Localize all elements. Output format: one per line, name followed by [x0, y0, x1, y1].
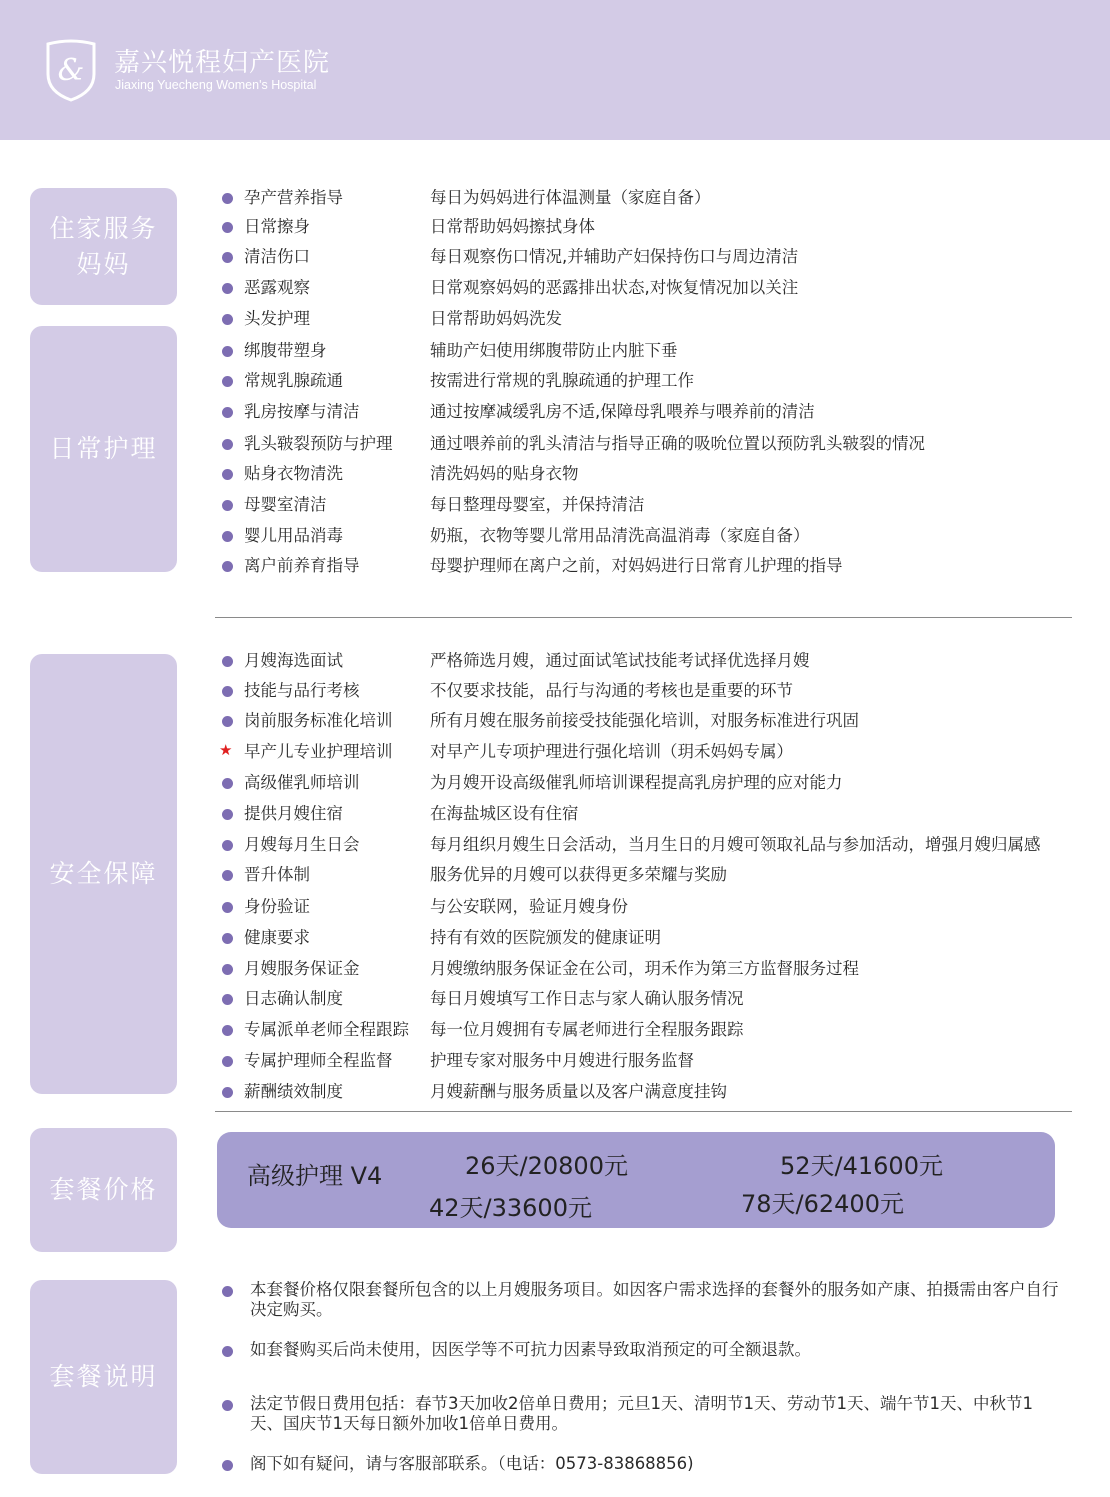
bullet-icon: [222, 870, 233, 881]
price-option: 52天/41600元: [780, 1152, 943, 1180]
svg-text:&: &: [57, 53, 85, 88]
bullet-icon: [222, 840, 233, 851]
bullet-icon: [222, 561, 233, 572]
item-desc: 每月组织月嫂生日会活动，当月生日的月嫂可领取礼品与参加活动，增强月嫂归属感: [430, 835, 1041, 854]
header-banner: [0, 0, 1110, 140]
list-item: [0, 555, 1110, 579]
bullet-icon: [222, 716, 233, 727]
package-name: 高级护理 V4: [247, 1162, 383, 1190]
list-item: [0, 834, 1110, 858]
item-desc: 月嫂薪酬与服务质量以及客户满意度挂钩: [430, 1082, 727, 1101]
item-desc: 持有有效的医院颁发的健康证明: [430, 928, 661, 947]
item-name: 月嫂服务保证金: [244, 959, 360, 978]
item-name: 恶露观察: [244, 278, 310, 297]
bullet-icon: [222, 314, 233, 325]
price-option: 78天/62400元: [741, 1190, 904, 1218]
item-desc: 护理专家对服务中月嫂进行服务监督: [430, 1051, 694, 1070]
bullet-icon: [222, 964, 233, 975]
item-name: 乳房按摩与清洁: [244, 402, 360, 421]
hospital-logo-icon: [44, 38, 98, 102]
section-notes: [30, 1280, 177, 1474]
item-desc: 不仅要求技能，品行与沟通的考核也是重要的环节: [430, 681, 793, 700]
item-name: 绑腹带塑身: [244, 341, 327, 360]
item-desc: 与公安联网，验证月嫂身份: [430, 897, 628, 916]
item-desc: 所有月嫂在服务前接受技能强化培训，对服务标准进行巩固: [430, 711, 859, 730]
bullet-icon: [222, 1460, 233, 1471]
item-desc: 为月嫂开设高级催乳师培训课程提高乳房护理的应对能力: [430, 773, 843, 792]
item-desc: 清洗妈妈的贴身衣物: [430, 464, 579, 483]
list-item: [0, 896, 1110, 920]
item-name: 乳头皲裂预防与护理: [244, 434, 393, 453]
bullet-icon: [222, 407, 233, 418]
divider: [215, 1111, 1072, 1112]
item-desc: 在海盐城区设有住宿: [430, 804, 579, 823]
bullet-icon: [222, 686, 233, 697]
bullet-icon: [222, 439, 233, 450]
item-desc: 每日为妈妈进行体温测量（家庭自备）: [430, 188, 711, 207]
item-desc: 对早产儿专项护理进行强化培训（玥禾妈妈专属）: [430, 742, 793, 761]
bullet-icon: [222, 252, 233, 263]
bullet-icon: [222, 346, 233, 357]
list-item: [0, 494, 1110, 518]
item-desc: 每日观察伤口情况,并辅助产妇保持伤口与周边清洁: [430, 247, 799, 266]
bullet-icon: [222, 469, 233, 480]
item-name: 技能与品行考核: [244, 681, 360, 700]
price-box: [217, 1132, 1055, 1228]
list-item: [0, 772, 1110, 796]
item-name: 贴身衣物清洗: [244, 464, 343, 483]
bullet-icon: [222, 1286, 233, 1297]
item-name: 身份验证: [244, 897, 310, 916]
note-text: 本套餐价格仅限套餐所包含的以上月嫂服务项目。如因客户需求选择的套餐外的服务如产康、拍摄需由客户自行决定购买。: [250, 1280, 1059, 1319]
item-desc: 日常帮助妈妈洗发: [430, 309, 562, 328]
bullet-icon: [222, 809, 233, 820]
bullet-icon: [222, 1087, 233, 1098]
list-item: [0, 1081, 1110, 1105]
bullet-icon: [222, 283, 233, 294]
bullet-icon: [222, 376, 233, 387]
item-desc: 每日整理母婴室，并保持清洁: [430, 495, 645, 514]
item-name: 头发护理: [244, 309, 310, 328]
bullet-icon: [222, 1056, 233, 1067]
item-name: 专属派单老师全程跟踪: [244, 1020, 409, 1039]
item-name: 专属护理师全程监督: [244, 1051, 393, 1070]
list-item: [0, 433, 1110, 457]
item-name: 早产儿专业护理培训: [244, 742, 393, 761]
list-item: [0, 187, 1110, 211]
bullet-icon: [222, 933, 233, 944]
item-name: 提供月嫂住宿: [244, 804, 343, 823]
section-notes-label: 套餐说明: [49, 1362, 158, 1391]
item-desc: 母婴护理师在离户之前，对妈妈进行日常育儿护理的指导: [430, 556, 843, 575]
item-desc: 严格筛选月嫂，通过面试笔试技能考试择优选择月嫂: [430, 651, 810, 670]
list-item: [0, 927, 1110, 951]
note-text: 法定节假日费用包括：春节3天加收2倍单日费用；元旦1天、清明节1天、劳动节1天、端午节1天、中秋节1天、国庆节1天每日额外加收1倍单日费用。: [250, 1394, 1033, 1433]
list-item: [0, 216, 1110, 240]
star-icon: ★: [219, 741, 233, 759]
item-desc: 通过按摩减缓乳房不适,保障母乳喂养与喂养前的清洁: [430, 402, 815, 421]
item-name: 月嫂海选面试: [244, 651, 343, 670]
item-desc: 日常观察妈妈的恶露排出状态,对恢复情况加以关注: [430, 278, 799, 297]
note-text: 如套餐购买后尚未使用，因医学等不可抗力因素导致取消预定的可全额退款。: [250, 1340, 811, 1359]
item-desc: 月嫂缴纳服务保证金在公司，玥禾作为第三方监督服务过程: [430, 959, 859, 978]
hospital-name-en: Jiaxing Yuecheng Women's Hospital: [115, 78, 317, 92]
bullet-icon: [222, 994, 233, 1005]
item-name: 岗前服务标准化培训: [244, 711, 393, 730]
bullet-icon: [222, 1025, 233, 1036]
list-item: [0, 741, 1110, 765]
list-item: [0, 958, 1110, 982]
item-name: 月嫂每月生日会: [244, 835, 360, 854]
item-name: 离户前养育指导: [244, 556, 360, 575]
section-daily-care-label: 日常护理: [49, 434, 158, 463]
item-name: 母婴室清洁: [244, 495, 327, 514]
list-item: [0, 370, 1110, 394]
item-name: 婴儿用品消毒: [244, 526, 343, 545]
item-desc: 服务优异的月嫂可以获得更多荣耀与奖励: [430, 865, 727, 884]
bullet-icon: [222, 1400, 233, 1411]
list-item: [0, 525, 1110, 549]
divider: [215, 617, 1072, 618]
section-home-service-label: 住家服务 妈妈: [49, 213, 158, 279]
bullet-icon: [222, 778, 233, 789]
list-item: [0, 340, 1110, 364]
item-name: 薪酬绩效制度: [244, 1082, 343, 1101]
bullet-icon: [222, 1346, 233, 1357]
item-name: 健康要求: [244, 928, 310, 947]
bullet-icon: [222, 531, 233, 542]
item-name: 常规乳腺疏通: [244, 371, 343, 390]
item-name: 孕产营养指导: [244, 188, 343, 207]
list-item: [0, 803, 1110, 827]
section-price: [30, 1128, 177, 1252]
list-item: [0, 1050, 1110, 1074]
list-item: [0, 308, 1110, 332]
section-price-label: 套餐价格: [49, 1175, 158, 1204]
item-desc: 按需进行常规的乳腺疏通的护理工作: [430, 371, 694, 390]
bullet-icon: [222, 902, 233, 913]
list-item: [0, 650, 1110, 674]
item-desc: 日常帮助妈妈擦拭身体: [430, 217, 595, 236]
list-item: [0, 988, 1110, 1012]
item-name: 日常擦身: [244, 217, 310, 236]
item-desc: 每日月嫂填写工作日志与家人确认服务情况: [430, 989, 744, 1008]
price-option: 26天/20800元: [465, 1152, 628, 1180]
bullet-icon: [222, 656, 233, 667]
item-name: 日志确认制度: [244, 989, 343, 1008]
bullet-icon: [222, 193, 233, 204]
hospital-name-cn: 嘉兴悦程妇产医院: [114, 48, 331, 78]
list-item: [0, 864, 1110, 888]
item-name: 晋升体制: [244, 865, 310, 884]
bullet-icon: [222, 222, 233, 233]
section-safety-label: 安全保障: [49, 859, 158, 888]
item-desc: 通过喂养前的乳头清洁与指导正确的吸吮位置以预防乳头皲裂的情况: [430, 434, 925, 453]
item-name: 高级催乳师培训: [244, 773, 360, 792]
note-text: 阁下如有疑问，请与客服部联系。（电话：0573-83868856): [250, 1454, 694, 1473]
list-item: [0, 401, 1110, 425]
item-desc: 奶瓶，衣物等婴儿常用品清洗高温消毒（家庭自备）: [430, 526, 810, 545]
price-option: 42天/33600元: [429, 1194, 592, 1222]
list-item: [0, 680, 1110, 704]
bullet-icon: [222, 500, 233, 511]
list-item: [0, 1019, 1110, 1043]
item-desc: 每一位月嫂拥有专属老师进行全程服务跟踪: [430, 1020, 744, 1039]
list-item: [0, 246, 1110, 270]
list-item: [0, 463, 1110, 487]
list-item: [0, 710, 1110, 734]
item-desc: 辅助产妇使用绑腹带防止内脏下垂: [430, 341, 678, 360]
list-item: [0, 277, 1110, 301]
item-name: 清洁伤口: [244, 247, 310, 266]
